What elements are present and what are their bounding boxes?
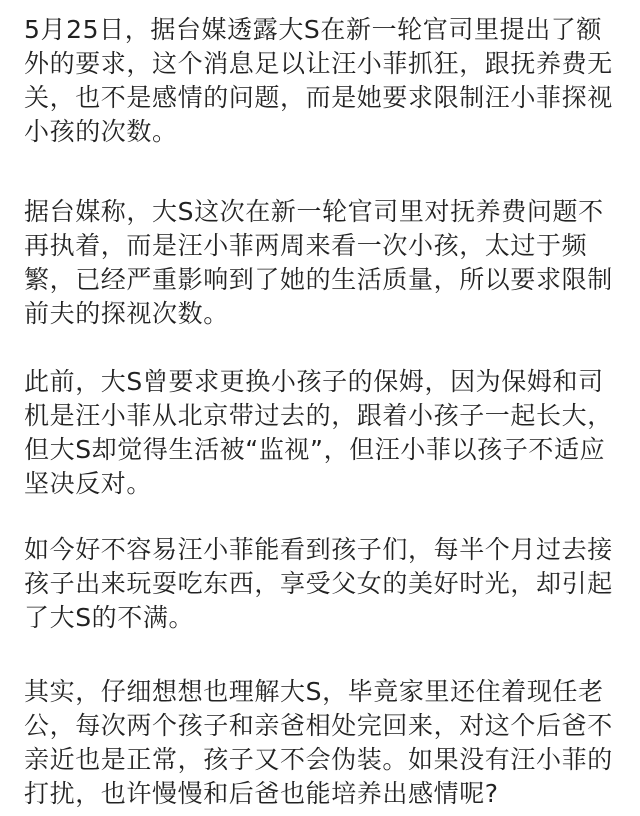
- paragraph-line: 机是汪小菲从北京带过去的，跟着小孩子一起长大，: [24, 401, 613, 430]
- paragraph-line: 据台媒称，大S这次在新一轮官司里对抚养费问题不: [24, 197, 604, 226]
- paragraph-line: 小孩的次数。: [24, 117, 178, 146]
- paragraph-line: 公，每次两个孩子和亲爸相处完回来，对这个后爸不: [24, 711, 613, 740]
- paragraph-4: [24, 533, 613, 635]
- paragraph-line: 如今好不容易汪小菲能看到孩子们，每半个月过去接: [24, 535, 613, 564]
- paragraph-line: 了大S的不满。: [24, 603, 195, 632]
- paragraph-line: 打扰，也许慢慢和后爸也能培养出感情呢?: [24, 779, 499, 808]
- paragraph-line: 再执着，而是汪小菲两周来看一次小孩，太过于频: [24, 231, 588, 260]
- paragraph-line: 繁，已经严重影响到了她的生活质量，所以要求限制: [24, 265, 613, 294]
- paragraph-3: [24, 365, 613, 501]
- paragraph-line: 亲近也是正常，孩子又不会伪装。如果没有汪小菲的: [24, 745, 613, 774]
- paragraph-line: 孩子出来玩耍吃东西，享受父女的美好时光，却引起: [24, 569, 613, 598]
- paragraph-line: 外的要求，这个消息足以让汪小菲抓狂，跟抚养费无: [24, 49, 613, 78]
- paragraph-line: 坚决反对。: [24, 469, 153, 498]
- paragraph-line: 前夫的探视次数。: [24, 299, 229, 328]
- paragraph-1: [24, 13, 613, 149]
- paragraph-line: 其实，仔细想想也理解大S，毕竟家里还住着现任老: [24, 677, 604, 706]
- paragraph-line: 但大S却觉得生活被“监视”，但汪小菲以孩子不适应: [24, 435, 606, 464]
- paragraph-5: [24, 675, 613, 811]
- paragraph-line: 此前，大S曾要求更换小孩子的保姆，因为保姆和司: [24, 367, 604, 396]
- paragraph-line: 5月25日，据台媒透露大S在新一轮官司里提出了额: [24, 15, 602, 44]
- paragraph-2: [24, 195, 613, 331]
- paragraph-line: 关，也不是感情的问题，而是她要求限制汪小菲探视: [24, 83, 613, 112]
